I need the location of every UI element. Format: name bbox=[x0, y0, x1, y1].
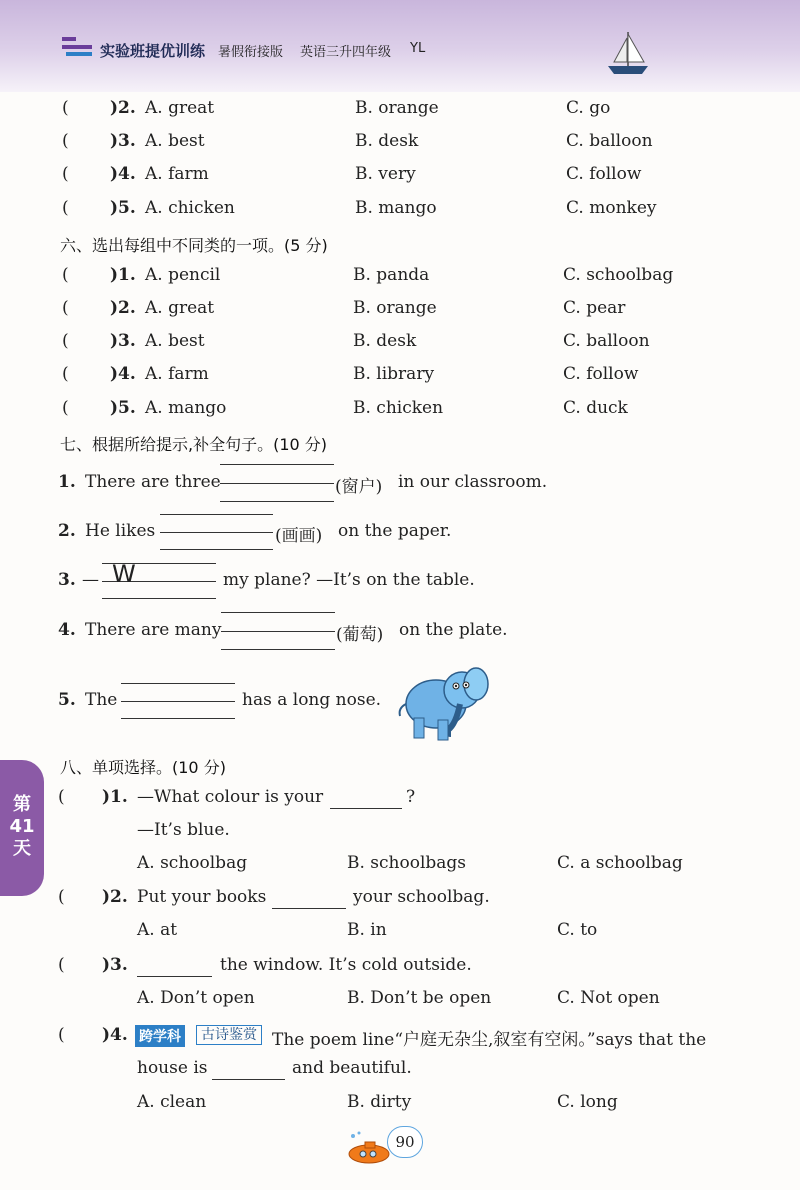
question-row: ( )1. —What colour is your ? bbox=[58, 787, 416, 807]
section-8-title: 八、单项选择。(10 分) bbox=[60, 758, 226, 777]
page-number: 90 bbox=[387, 1126, 423, 1158]
answer-blank[interactable] bbox=[121, 701, 235, 702]
poetry-tag: 古诗鉴赏 bbox=[196, 1025, 262, 1045]
question-row: ( )2. A. great B. orange C. pear bbox=[62, 298, 626, 318]
cross-subject-tag: 跨学科 bbox=[135, 1025, 185, 1047]
header-grade: 英语三升四年级 bbox=[300, 45, 392, 60]
day-tab: 第 41 天 bbox=[0, 760, 44, 896]
answer-blank[interactable] bbox=[330, 808, 402, 809]
answer-blank[interactable] bbox=[102, 598, 216, 599]
elephant-illustration bbox=[396, 660, 492, 746]
options-row: A. at B. in C. to bbox=[137, 920, 598, 940]
answer-blank[interactable] bbox=[212, 1079, 285, 1080]
question-row: ( )5. A. chicken B. mango C. monkey bbox=[62, 198, 657, 218]
answer-blank[interactable] bbox=[121, 718, 235, 719]
dialogue-reply: —It’s blue. bbox=[137, 820, 230, 840]
answer-blank[interactable] bbox=[137, 976, 212, 977]
answer-blank[interactable] bbox=[220, 501, 334, 502]
section-6-title: 六、选出每组中不同类的一项。(5 分) bbox=[60, 236, 328, 255]
question-row: ( )4. A. farm B. library C. follow bbox=[62, 364, 639, 384]
question-row: ( )4. The poem line“户庭无杂尘,叙室有空闲。”says that the bbox=[58, 1025, 707, 1050]
answer-blank[interactable] bbox=[160, 514, 273, 515]
answer-blank[interactable] bbox=[220, 464, 334, 465]
page-header bbox=[0, 0, 800, 92]
header-code: YL bbox=[410, 41, 426, 56]
answer-blank[interactable] bbox=[272, 908, 346, 909]
brand-logo-icon bbox=[62, 35, 96, 57]
question-continued: house is and beautiful. bbox=[137, 1058, 412, 1078]
answer-blank[interactable] bbox=[221, 631, 335, 632]
given-letter: W bbox=[112, 560, 136, 588]
question-row: ( )2. Put your books your schoolbag. bbox=[58, 887, 490, 907]
section-7-title: 七、根据所给提示,补全句子。(10 分) bbox=[60, 435, 328, 454]
options-row: A. clean B. dirty C. long bbox=[137, 1092, 618, 1112]
header-edition: 暑假衔接版 bbox=[218, 45, 284, 60]
fill-sentence: 3. — my plane? —It’s on the table. bbox=[58, 570, 475, 590]
question-row: ( )5. A. mango B. chicken C. duck bbox=[62, 398, 628, 418]
options-row: A. schoolbag B. schoolbags C. a schoolbag bbox=[137, 853, 683, 873]
sailboat-icon bbox=[604, 28, 652, 80]
answer-blank[interactable] bbox=[160, 532, 273, 533]
question-row: ( )1. A. pencil B. panda C. schoolbag bbox=[62, 265, 674, 285]
answer-blank[interactable] bbox=[220, 483, 334, 484]
question-row: ( )2. A. great B. orange C. go bbox=[62, 98, 611, 118]
question-row: ( )4. A. farm B. very C. follow bbox=[62, 164, 642, 184]
fill-sentence: 1. There are three (窗户) in our classroom. bbox=[58, 472, 548, 497]
question-row: ( )3. A. best B. desk C. balloon bbox=[62, 331, 650, 351]
answer-blank[interactable] bbox=[160, 549, 273, 550]
fill-sentence: 5. The has a long nose. bbox=[58, 690, 382, 710]
fill-sentence: 2. He likes (画画) on the paper. bbox=[58, 521, 452, 546]
answer-blank[interactable] bbox=[221, 649, 335, 650]
header-title: 实验班提优训练 bbox=[100, 42, 206, 60]
question-row: ( )3. the window. It’s cold outside. bbox=[58, 955, 472, 975]
answer-blank[interactable] bbox=[221, 612, 335, 613]
options-row: A. Don’t open B. Don’t be open C. Not open bbox=[137, 988, 660, 1008]
question-row: ( )3. A. best B. desk C. balloon bbox=[62, 131, 653, 151]
fill-sentence: 4. There are many (葡萄) on the plate. bbox=[58, 620, 508, 645]
answer-blank[interactable] bbox=[121, 683, 235, 684]
